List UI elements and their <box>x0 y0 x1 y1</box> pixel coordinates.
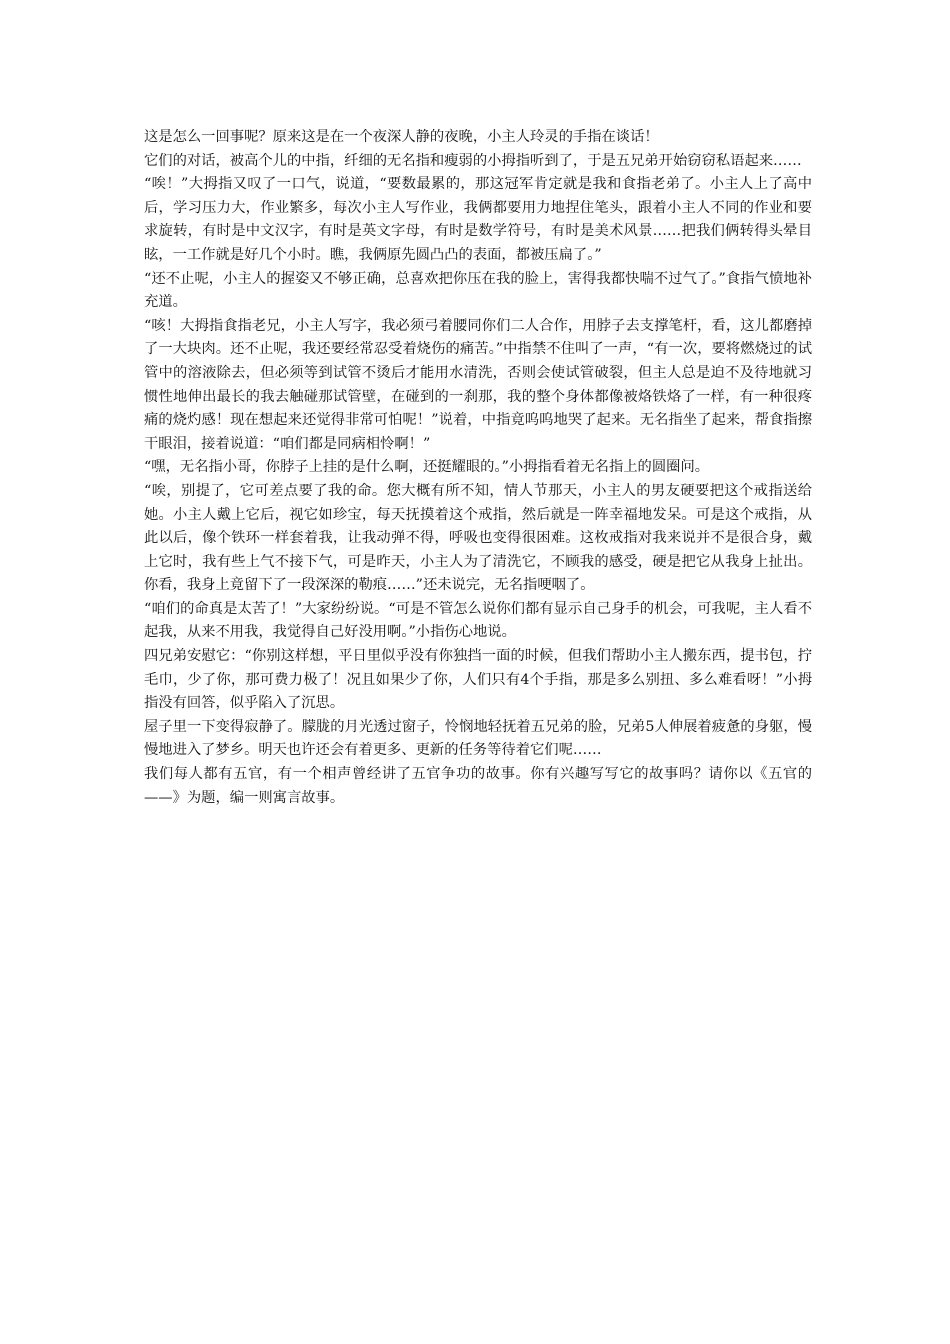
paragraph-index-finger: “还不止呢，小主人的握姿又不够正确，总喜欢把你压在我的脸上，害得我都快喘不过气了。”食指气愤地补充道。 <box>144 270 812 311</box>
paragraph-writing-prompt: 我们每人都有五官，有一个相声曾经讲了五官争功的故事。你有兴趣写写它的故事吗？请你以《五官的——》为题，编一则寓言故事。 <box>144 766 812 806</box>
paragraph-intro: 这是怎么一回事呢？原来这是在一个夜深人静的夜晚，小主人玲灵的手指在谈话！ <box>144 129 659 145</box>
paragraph-night: 屋子里一下变得寂静了。朦胧的月光透过窗子，怜悯地轻抚着五兄弟的脸，兄弟5人伸展着疲惫的身躯，慢慢地进入了梦乡。明天也许还会有着更多、更新的任务等待着它们呢…… <box>144 718 812 759</box>
paragraph-comfort: 四兄弟安慰它：“你别这样想，平日里似乎没有你独挡一面的时候，但我们帮助小主人搬东西，提书包，拧毛巾，少了你，那可费力极了！况且如果少了你，人们只有4个手指，那是多么别扭、多么难看呀！”小拇指没有回答，似乎陷入了沉思。 <box>144 648 812 712</box>
paragraph-pinky-question: “嘿，无名指小哥，你脖子上挂的是什么啊，还挺耀眼的。”小拇指看着无名指上的圆圈问。 <box>144 459 710 476</box>
paragraph-pinky-complaint: “咱们的命真是太苦了！”大家纷纷说。“可是不管怎么说你们都有显示自己身手的机会，可我呢，主人看不起我，从来不用我，我觉得自己好没用啊。”小指伤心地说。 <box>144 600 812 641</box>
paragraph-thumb: “唉！”大拇指又叹了一口气，说道，“要数最累的，那这冠军肯定就是我和食指老弟了。小主人上了高中后，学习压力大，作业繁多，每次小主人写作业，我俩都要用力地捏住笔头，跟着小主人不同的作业和要求旋转，有时是中文汉字，有时是英文字母，有时是数学符号，有时是美术风景……把我们俩转得头晕目眩，一工作就是好几个小时。瞧，我俩原先圆凸凸的表面，都被压扁了。” <box>144 176 812 263</box>
paragraph-eavesdrop: 它们的对话，被高个儿的中指，纤细的无名指和瘦弱的小拇指听到了，于是五兄弟开始窃窃私语起来…… <box>144 152 802 169</box>
paragraph-middle-finger: “咳！大拇指食指老兄，小主人写字，我必须弓着腰同你们二人合作，用脖子去支撑笔杆，看，这儿都磨掉了一大块肉。还不止呢，我还要经常忍受着烧伤的痛苦。”中指禁不住叫了一声，“有一次，要将燃烧过的试管中的溶液除去，但必须等到试管不烫后才能用水清洗，否则会使试管破裂，但主人总是迫不及待地就习惯性地伸出最长的我去触碰那试管壁，在碰到的一刹那，我的整个身体都像被烙铁烙了一样，有一种很疼痛的烧灼感！现在想起来还觉得非常可怕呢！”说着，中指竟呜呜地哭了起来。无名指坐了起来，帮食指擦干眼泪，接着说道：“咱们都是同病相怜啊！” <box>144 317 812 452</box>
document-page <box>144 126 812 810</box>
paragraph-ring-finger: “唉，别提了，它可差点要了我的命。您大概有所不知，情人节那天，小主人的男友硬要把这个戒指送给她。小主人戴上它后，视它如珍宝，每天抚摸着这个戒指，然后就是一阵幸福地发呆。可是这个戒指，从此以后，像个铁环一样套着我，让我动弹不得，呼吸也变得很困难。这枚戒指对我来说并不是很合身，戴上它时，我有些上气不接下气，可是昨天，小主人为了清洗它，不顾我的感受，硬是把它从我身上扯出。你看，我身上竟留下了一段深深的勒痕……”还未说完，无名指哽咽了。 <box>144 482 812 594</box>
